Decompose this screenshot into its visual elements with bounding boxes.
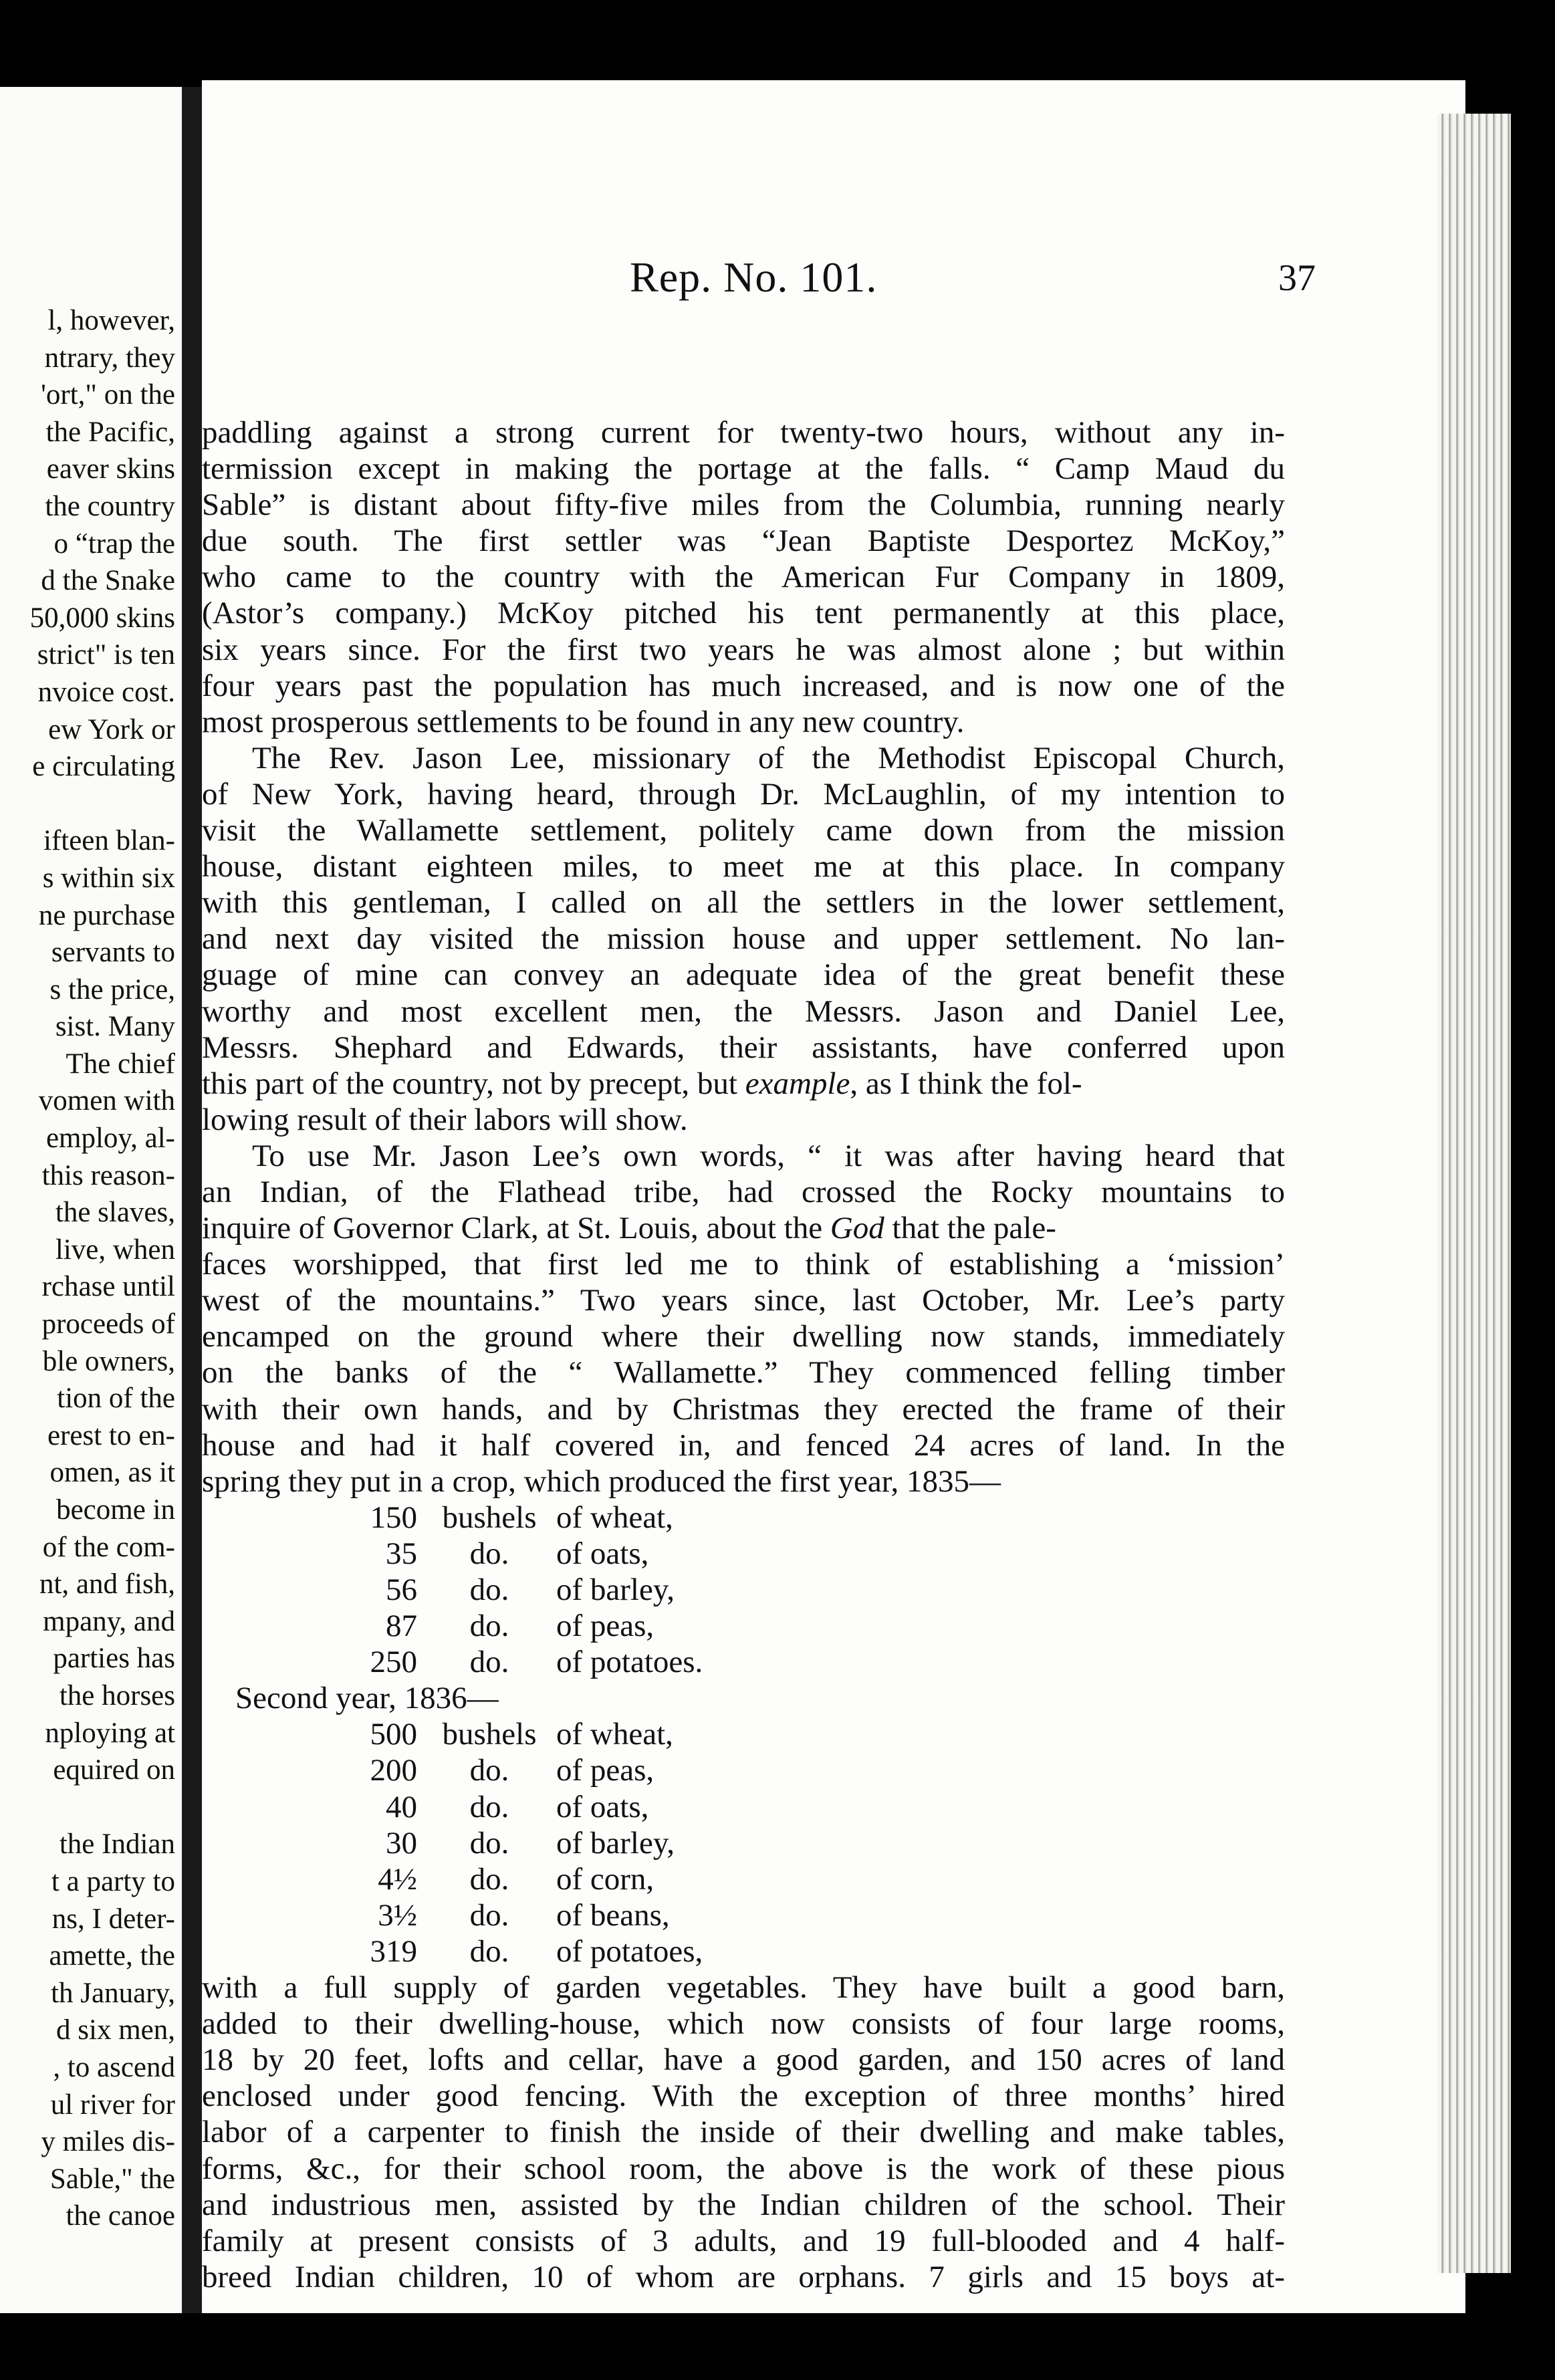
left-page-line: ns, I deter- [51,1903,175,1935]
crop-quantity: 30 [386,1825,417,1861]
text-line: enclosed under good fencing. With the exception of three months’ hired [202,2078,1285,2114]
left-page-line: s the price, [49,973,175,1005]
left-page-line: live, when [55,1233,175,1266]
crop-unit: do. [469,1789,509,1824]
page-number: 37 [1278,257,1316,299]
italic-word: God [830,1211,884,1246]
text-line: west of the mountains.” Two years since, last October, Mr. Lee’s party [202,1283,1285,1318]
text-line: breed Indian children, 10 of whom are orphans. 7 girls and 15 boys at- [202,2259,1285,2294]
text-line: house and had it half covered in, and fenced 24 acres of land. In the [202,1427,1285,1463]
left-page-line: vomen with [38,1085,175,1117]
left-page-line: nt, and fish, [39,1568,175,1600]
text-line: six years since. For the first two years he was almost alone ; but within [202,632,1285,667]
crop-quantity: 87 [386,1609,417,1644]
crop-quantity: 3½ [378,1897,417,1933]
text-line: forms, &c., for their school room, the above is the work of these pious [202,2151,1285,2186]
left-page-line: of the com- [42,1531,175,1563]
left-page-line: the Indian [59,1828,175,1861]
crop-row [202,1500,1285,1536]
text-line: The Rev. Jason Lee, missionary of the Methodist Episcopal Church, [252,740,1285,776]
left-page-line: nvoice cost. [37,676,175,708]
left-page-line: eaver skins [46,453,175,485]
left-page-line: d the Snake [41,565,175,597]
crop-unit: do. [469,1825,509,1861]
crop-quantity: 250 [370,1645,417,1680]
left-page-line: sist. Many [55,1011,175,1043]
text-line: termission except in making the portage at the falls. “ Camp Maud du [202,451,1285,487]
text-line: lowing result of their labors will show. [202,1102,688,1137]
left-page-line: ew York or [48,713,175,745]
crop-quantity: 500 [370,1717,417,1752]
left-page-line: y miles dis- [41,2126,175,2158]
crop-item: of beans, [556,1897,670,1933]
left-page-line: servants to [51,937,175,969]
crop-item: of wheat, [556,1500,673,1535]
text-line: guage of mine can convey an adequate idea of the great benefit these [202,957,1285,993]
crop-unit: do. [469,1933,509,1969]
paragraph-3 [202,1138,1285,1500]
text-line: worthy and most excellent men, the Messrs. Jason and Daniel Lee, [202,993,1285,1029]
crop-quantity: 40 [386,1789,417,1824]
crop-quantity: 150 [370,1500,417,1535]
text-line: house, distant eighteen miles, to meet me at this place. In company [202,849,1285,884]
crop-item: of potatoes. [556,1645,703,1680]
crop-row [202,1716,1285,1752]
left-page-line: become in [56,1494,175,1526]
text-line: (Astor’s company.) McKoy pitched his tent permanently at this place, [202,596,1285,631]
crop-row [202,1825,1285,1861]
left-page-line: t a party to [51,1865,175,1897]
crop-quantity: 56 [386,1572,417,1607]
crop-item: of peas, [556,1753,654,1788]
crop-unit: do. [469,1753,509,1788]
left-page-line: amette, the [49,1940,175,1972]
crop-row [202,1789,1285,1825]
left-page-line: this reason- [41,1159,175,1191]
left-page-line: the canoe [66,2200,175,2232]
text-line: and industrious men, assisted by the Indian children of the school. Their [202,2187,1285,2222]
text-line: visit the Wallamette settlement, politely came down from the mission [202,813,1285,848]
crop-unit: do. [469,1572,509,1607]
left-page-line: 'ort," on the [41,379,175,411]
crop-item: of wheat, [556,1717,673,1752]
text-span: , as I think the fol- [850,1066,1082,1101]
book-gutter [182,87,202,2313]
crop-item: of oats, [556,1536,649,1571]
crop-table-1835 [202,1500,1285,1680]
crop-unit: do. [469,1897,509,1933]
crop-unit: do. [469,1609,509,1644]
left-page-line: th January, [51,1977,175,2009]
text-line: encamped on the ground where their dwelling now stands, immediately [202,1319,1285,1354]
crop-unit: do. [469,1645,509,1680]
left-page-line: the horses [59,1679,175,1711]
page-edge-stack [1437,114,1511,2273]
crop-item: of barley, [556,1825,675,1861]
crop-quantity: 200 [370,1753,417,1788]
left-page-line: proceeds of [41,1308,175,1340]
text-span: inquire of Governor Clark, at St. Louis, about the [202,1211,823,1246]
crop-unit: bushels [442,1500,537,1535]
left-page-line: The chief [66,1048,175,1080]
text-line: an Indian, of the Flathead tribe, had crossed the Rocky mountains to [202,1174,1285,1209]
italic-word: example [745,1066,850,1101]
crop-quantity: 35 [386,1536,417,1571]
crop-unit: bushels [442,1717,537,1752]
crop-item: of corn, [556,1861,654,1897]
text-line: Messrs. Shephard and Edwards, their assistants, have conferred upon [202,1030,1285,1065]
text-line: on the banks of the “ Wallamette.” They commenced felling timber [202,1355,1285,1391]
text-line: most prosperous settlements to be found in any new country. [202,704,965,739]
left-page-fragment [0,87,182,2313]
text-line: paddling against a strong current for twenty-two hours, without any in- [202,415,1285,450]
left-page-line: nploying at [45,1717,175,1749]
crop-item: of potatoes, [556,1933,703,1969]
crop-quantity: 319 [370,1933,417,1969]
text-line: 18 by 20 feet, lofts and cellar, have a good garden, and 150 acres of land [202,2042,1285,2078]
left-page-line: the Pacific, [45,416,175,448]
left-page-line: d six men, [56,2014,175,2046]
left-page-line: erest to en- [47,1419,175,1451]
second-year-label: Second year, 1836— [235,1681,499,1716]
left-page-line: equired on [53,1754,175,1786]
left-page-line: l, however, [47,305,175,336]
text-line: family at present consists of 3 adults, and 19 full-blooded and 4 half- [202,2223,1285,2258]
left-page-line: strict" is ten [37,639,175,671]
left-page-line: ifteen blan- [43,825,175,857]
text-line [202,1210,1285,1246]
left-page-line: ble owners, [42,1345,175,1377]
crop-item: of peas, [556,1609,654,1644]
text-span: this part of the country, not by precept, but [202,1066,737,1101]
crop-item: of barley, [556,1572,675,1607]
text-line: with their own hands, and by Christmas they erected the frame of their [202,1391,1285,1427]
text-line: of New York, having heard, through Dr. McLaughlin, of my intention to [202,776,1285,812]
crop-row [202,1608,1285,1644]
left-page-line: , to ascend [53,2051,175,2083]
text-line: faces worshipped, that first led me to think of establishing a ‘mission’ [202,1247,1285,1282]
running-head: Rep. No. 101. [630,253,878,301]
text-line: To use Mr. Jason Lee’s own words, “ it was after having heard that [252,1138,1285,1173]
left-page-line: Sable," the [49,2163,175,2195]
crop-row [202,1752,1285,1788]
left-page-line: employ, al- [45,1122,175,1155]
text-line: added to their dwelling-house, which now consists of four large rooms, [202,2006,1285,2042]
left-page-text [0,302,175,2235]
left-page-line: ul river for [50,2089,175,2121]
main-page [202,80,1465,2313]
left-page-line: tion of the [57,1383,175,1415]
left-page-line: ne purchase [38,899,175,931]
left-page-line: mpany, and [43,1605,175,1637]
left-page-line: e circulating [32,751,175,783]
left-page-line: rchase until [41,1271,175,1303]
left-page-line: ntrary, they [44,342,175,374]
text-line: with a full supply of garden vegetables. They have built a good barn, [202,1970,1285,2006]
left-page-line [0,786,175,823]
crop-item: of oats, [556,1789,649,1824]
crop-row [202,1536,1285,1572]
paragraph-4 [202,1970,1285,2295]
text-line: who came to the country with the American Fur Company in 1809, [202,560,1285,595]
paragraph-2 [202,740,1285,1138]
text-line: with this gentleman, I called on all the settlers in the lower settlement, [202,885,1285,921]
text-line [202,1066,1285,1102]
text-line: and next day visited the mission house and upper settlement. No lan- [202,921,1285,957]
page-header [202,246,1465,313]
left-page-line: parties has [53,1643,175,1675]
text-line: due south. The first settler was “Jean Baptiste Desportez McKoy,” [202,523,1285,559]
text-line: labor of a carpenter to finish the inside of their dwelling and make tables, [202,2115,1285,2150]
left-page-line [0,1789,175,1826]
crop-unit: do. [469,1536,509,1571]
text-line: Sable” is distant about fifty-five miles from the Columbia, running nearly [202,487,1285,523]
text-line: four years past the population has much increased, and is now one of the [202,668,1285,703]
left-page-line: 50,000 skins [29,602,175,634]
crop-row [202,1644,1285,1680]
crop-quantity: 4½ [378,1861,417,1897]
left-page-line: the country [45,490,175,522]
crop-row [202,1897,1285,1933]
body-text [202,414,1285,2295]
left-page-line: o “trap the [53,527,175,560]
paragraph-1 [202,414,1285,740]
text-span: that the pale- [884,1211,1056,1246]
left-page-line: the slaves, [55,1197,175,1229]
text-line: spring they put in a crop, which produced the first year, 1835— [202,1463,1001,1499]
crop-row [202,1572,1285,1608]
crop-row [202,1933,1285,1970]
left-page-line: s within six [42,862,175,894]
left-page-line: omen, as it [49,1457,175,1489]
crop-table-1836 [202,1716,1285,1970]
crop-unit: do. [469,1861,509,1897]
crop-row [202,1861,1285,1897]
